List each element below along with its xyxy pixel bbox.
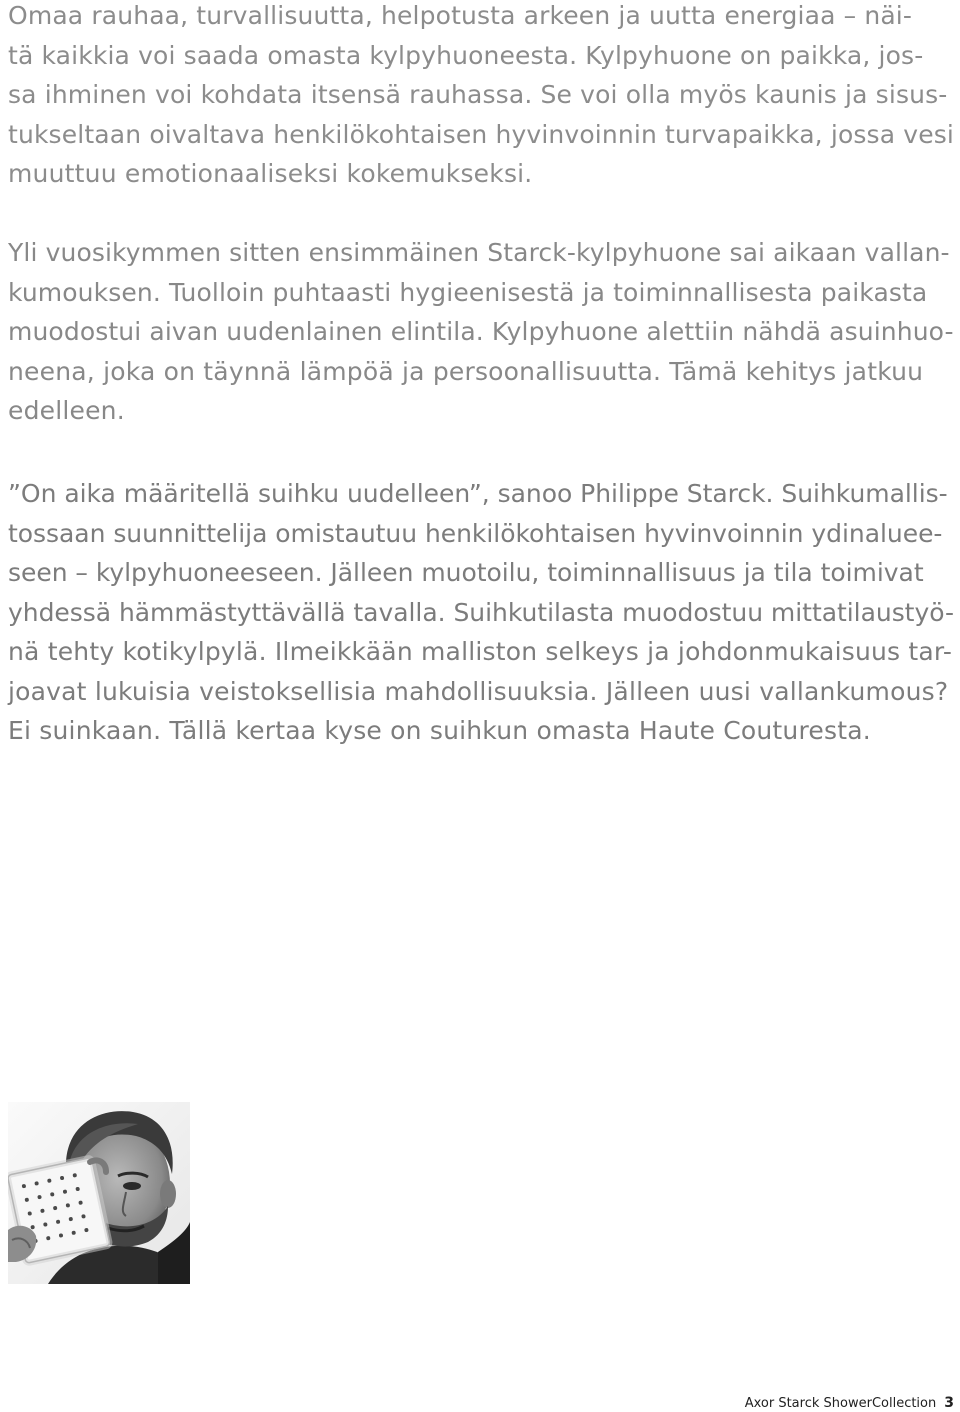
text-line: Omaa rauhaa, turvallisuutta, helpotusta arkeen ja uutta energiaa – näi-: [8, 1, 913, 30]
history-paragraph: [8, 233, 954, 431]
text-line: Yli vuosikymmen sitten ensimmäinen Starck-kylpyhuone sai aikaan vallan-: [8, 238, 950, 267]
quote-paragraph: [8, 474, 954, 751]
text-line: kumouksen. Tuolloin puhtaasti hygieenisestä ja toiminnallisesta paikasta: [8, 277, 928, 307]
portrait-illustration: [8, 1102, 190, 1284]
footer-title: Axor Starck ShowerCollection: [744, 1396, 937, 1411]
text-line: sa ihminen voi kohdata itsensä rauhassa. Se voi olla myös kaunis ja sisus-: [8, 80, 948, 109]
text-line: tukseltaan oivaltava henkilökohtaisen hyvinvoinnin turvapaikka, jossa vesi: [8, 119, 955, 149]
text-line: muodostui aivan uudenlainen elintila. Kylpyhuone alettiin nähdä asuinhuo-: [8, 317, 954, 346]
text-line: tä kaikkia voi saada omasta kylpyhuoneesta. Kylpyhuone on paikka, jos-: [8, 40, 924, 70]
text-line: yhdessä hämmästyttävällä tavalla. Suihkutilasta muodostuu mittatilaustyö-: [8, 597, 954, 627]
text-line: Ei suinkaan. Tällä kertaa kyse on suihkun omasta Haute Couturesta.: [8, 716, 871, 745]
designer-portrait-photo: [8, 1102, 190, 1284]
text-line: edelleen.: [8, 396, 125, 425]
text-line: joavat lukuisia veistoksellisia mahdollisuuksia. Jälleen uusi vallankumous?: [8, 676, 949, 706]
text-line: seen – kylpyhuoneeseen. Jälleen muotoilu, toiminnallisuus ja tila toimivat: [8, 558, 924, 587]
text-line: muuttuu emotionaaliseksi kokemukseksi.: [8, 159, 533, 188]
text-line: neena, joka on täynnä lämpöä ja persoonallisuutta. Tämä kehitys jatkuu: [8, 356, 924, 386]
page-number: 3: [944, 1395, 954, 1411]
page-footer: [745, 1395, 954, 1412]
intro-paragraph: [8, 0, 954, 194]
text-line: nä tehty kotikylpylä. Ilmeikkään malliston selkeys ja johdonmukaisuus tar-: [8, 637, 953, 666]
text-line: ”On aika määritellä suihku uudelleen”, sanoo Philippe Starck. Suihkumallis-: [8, 479, 948, 508]
text-line: tossaan suunnittelija omistautuu henkilökohtaisen hyvinvoinnin ydinaluee-: [8, 518, 943, 548]
